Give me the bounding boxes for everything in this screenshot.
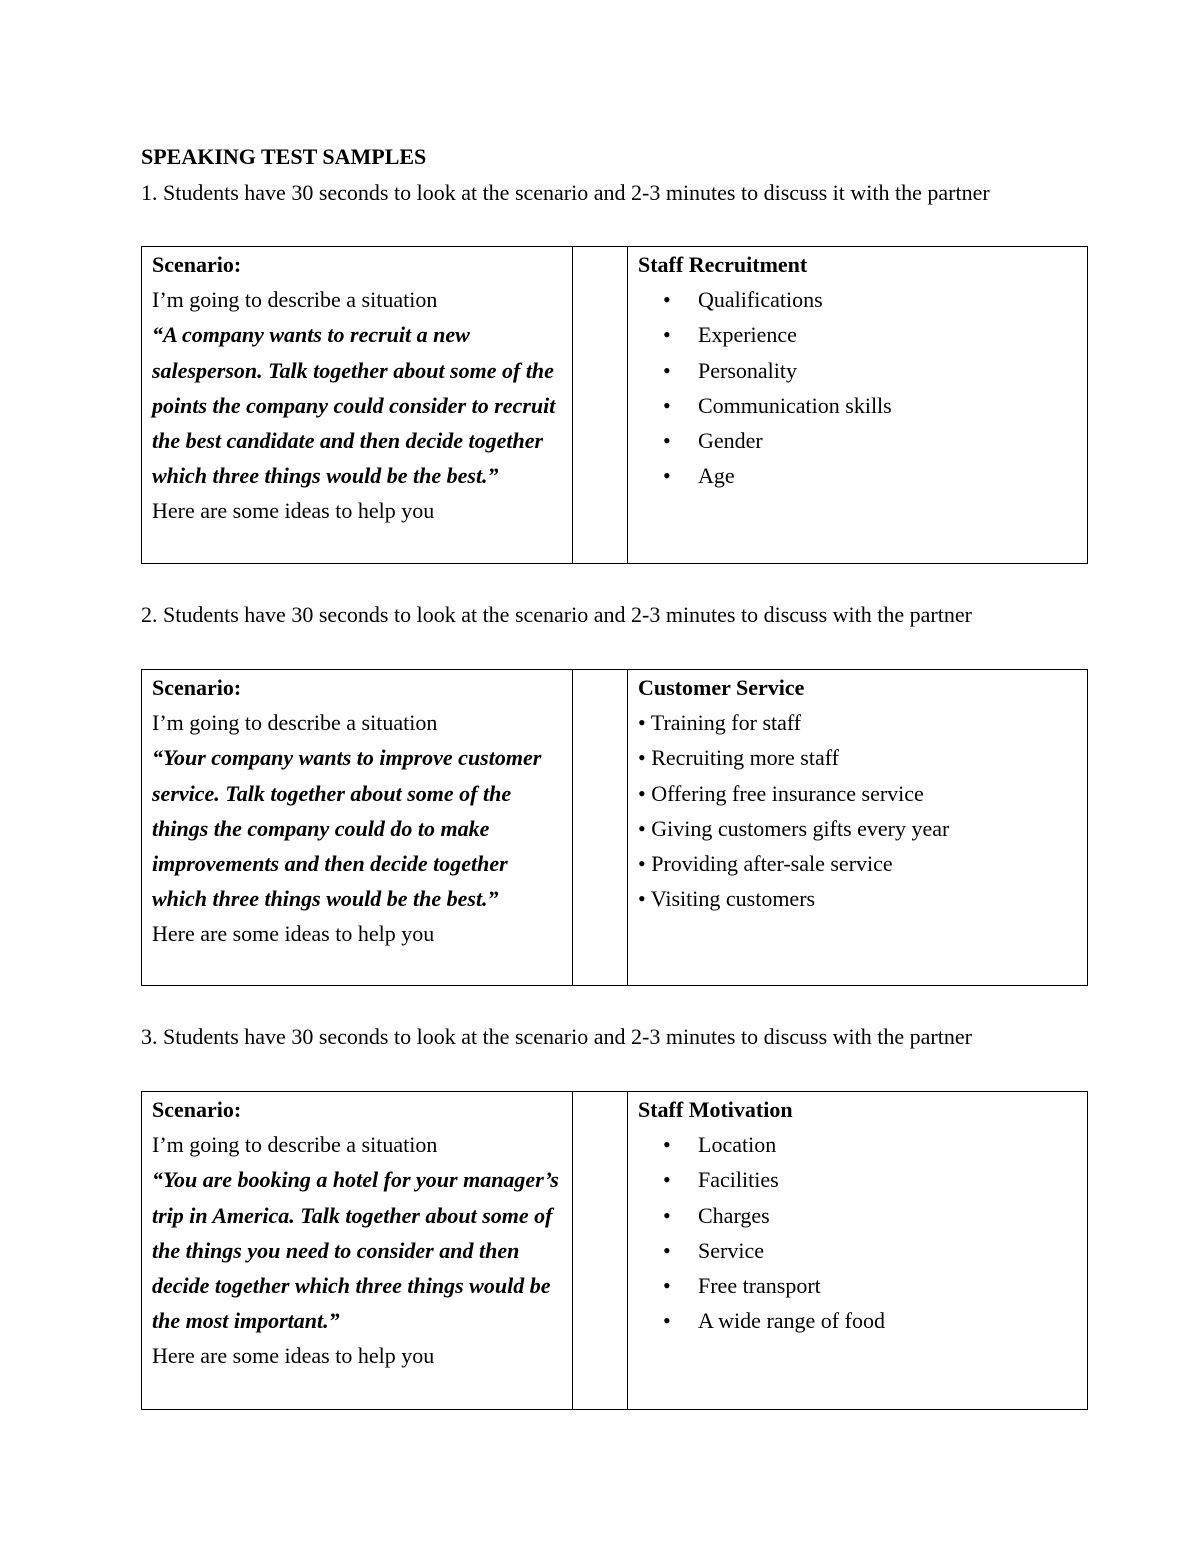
- list-item: • Gender: [638, 423, 1077, 458]
- scenario-intro: I’m going to describe a situation: [152, 710, 438, 736]
- section-3-instruction: 3. Students have 30 seconds to look at the scenario and 2-3 minutes to discuss with the partner: [141, 1024, 972, 1049]
- bullet-icon: •: [663, 357, 671, 383]
- section-2-table: [141, 669, 1088, 986]
- list-item: • Facilities: [638, 1162, 1077, 1197]
- scenario-intro: I’m going to describe a situation: [152, 287, 438, 313]
- list-item: • Recruiting more staff: [638, 745, 839, 771]
- bullet-icon: •: [663, 1237, 671, 1263]
- ideas-cell: [628, 670, 1088, 986]
- list-item: • Communication skills: [638, 388, 1077, 423]
- section-1-instruction: 1. Students have 30 seconds to look at the scenario and 2-3 minutes to discuss it with the partner: [141, 180, 990, 205]
- spacer-cell: [573, 247, 628, 564]
- scenario-help: Here are some ideas to help you: [152, 498, 435, 524]
- ideas-list: [638, 1127, 1077, 1338]
- bullet-icon: •: [663, 1202, 671, 1228]
- spacer-cell: [573, 670, 628, 986]
- bullet-icon: •: [663, 1132, 671, 1158]
- bullet-icon: •: [663, 287, 671, 313]
- ideas-list: [638, 705, 1077, 916]
- scenario-cell: [142, 670, 573, 986]
- list-item: • Providing after-sale service: [638, 851, 893, 877]
- scenario-quote: “You are booking a hotel for your manager’s trip in America. Talk together about some of the things you need to consider and then decide together which three things would be the most important.”: [152, 1167, 559, 1334]
- section-3-table: [141, 1091, 1088, 1410]
- list-item: • Giving customers gifts every year: [638, 815, 950, 841]
- scenario-quote: “A company wants to recruit a new salesperson. Talk together about some of the points the company could consider to recruit the best candidate and then decide together which three things would be the best.”: [152, 322, 556, 489]
- bullet-icon: •: [663, 392, 671, 418]
- list-item: • Visiting customers: [638, 886, 816, 912]
- ideas-cell: [628, 247, 1088, 564]
- scenario-label: Scenario:: [152, 675, 242, 700]
- spacer-cell: [573, 1092, 628, 1410]
- list-item: • Location: [638, 1127, 1077, 1162]
- section-2-instruction: 2. Students have 30 seconds to look at the scenario and 2-3 minutes to discuss with the partner: [141, 602, 972, 627]
- scenario-label: Scenario:: [152, 252, 242, 277]
- scenario-cell: [142, 247, 573, 564]
- page-title: SPEAKING TEST SAMPLES: [141, 144, 427, 169]
- list-item: • Free transport: [638, 1268, 1077, 1303]
- topic-title: Staff Motivation: [638, 1097, 793, 1122]
- bullet-icon: •: [663, 1167, 671, 1193]
- list-item: • Qualifications: [638, 282, 1077, 317]
- list-item: • Experience: [638, 317, 1077, 352]
- scenario-label: Scenario:: [152, 1097, 242, 1122]
- section-1-table: [141, 246, 1088, 564]
- list-item: • Personality: [638, 353, 1077, 388]
- bullet-icon: •: [663, 322, 671, 348]
- list-item: • A wide range of food: [638, 1303, 1077, 1338]
- topic-title: Customer Service: [638, 675, 805, 700]
- bullet-icon: •: [663, 428, 671, 454]
- list-item: • Service: [638, 1233, 1077, 1268]
- bullet-icon: •: [663, 1308, 671, 1334]
- list-item: • Training for staff: [638, 710, 802, 736]
- scenario-cell: [142, 1092, 573, 1410]
- ideas-cell: [628, 1092, 1088, 1410]
- list-item: • Age: [638, 458, 1077, 493]
- bullet-icon: •: [663, 463, 671, 489]
- scenario-help: Here are some ideas to help you: [152, 921, 435, 947]
- list-item: • Offering free insurance service: [638, 780, 924, 806]
- topic-title: Staff Recruitment: [638, 252, 808, 277]
- list-item: • Charges: [638, 1198, 1077, 1233]
- bullet-icon: •: [663, 1273, 671, 1299]
- scenario-intro: I’m going to describe a situation: [152, 1132, 438, 1158]
- ideas-list: [638, 282, 1077, 493]
- scenario-help: Here are some ideas to help you: [152, 1343, 435, 1369]
- scenario-quote: “Your company wants to improve customer service. Talk together about some of the things the company could do to make improvements and then decide together which three things would be the best.”: [152, 745, 542, 912]
